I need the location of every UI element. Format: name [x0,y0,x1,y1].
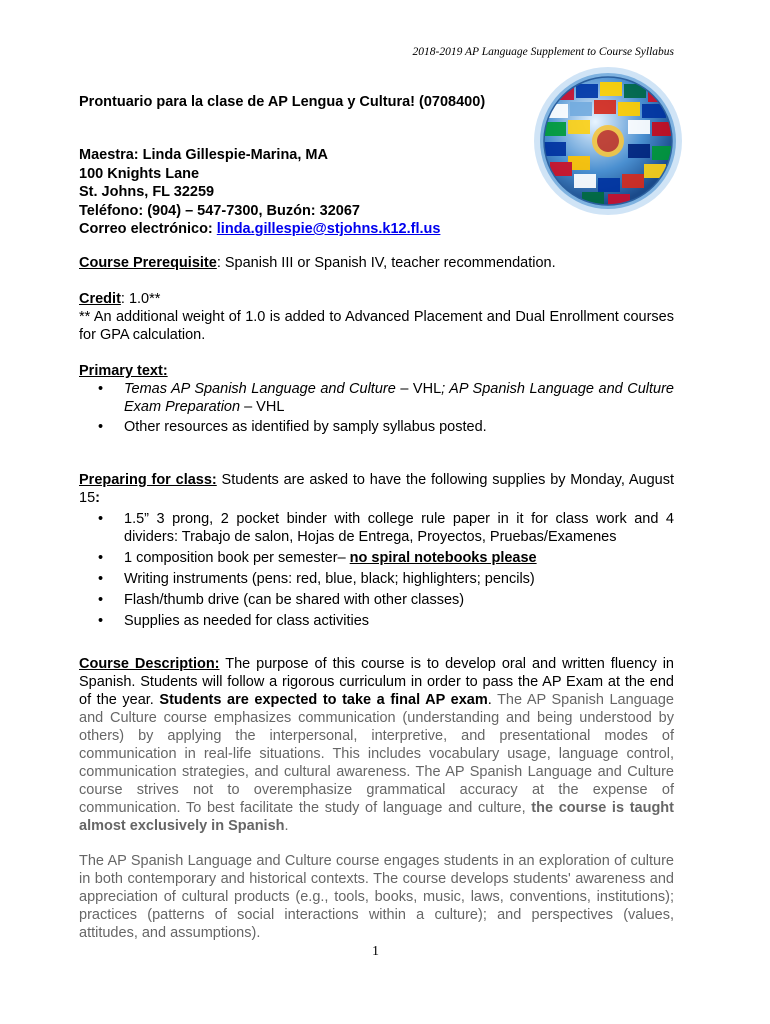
prerequisite [79,254,674,272]
list-item: • Other resources as identified by samply syllabus posted. [124,418,674,436]
list-item: • Supplies as needed for class activities [124,612,674,630]
contact-block [79,146,440,239]
course-description: Course Description: The purpose of this course is to develop oral and written fluency in Spanish. Students will follow a rigorous curriculum in order to pass the AP Exam at the end of the year. Students are expected to take a final AP exam. The AP Spanish Language and Culture course emphasizes communication (understanding and being understood by others) by applying the interpersonal, interpretive, and presentational modes of communication in real-life situations. This includes vocabulary usage, language control, communication strategies, and cultural awareness. The AP Spanish Language and Culture course strives not to overemphasize grammatical accuracy at the expense of communication. To best facilitate the study of language and culture, the course is taught almost exclusively in Spanish. [79,656,674,834]
list-item: • Temas AP Spanish Language and Culture – VHL; AP Spanish Language and Culture Exam Preparation – VHL [124,380,674,416]
primary-text-label: Primary text: [79,363,168,379]
email-row [79,220,440,239]
list-item: • 1 composition book per semester– no spiral notebooks please [124,549,674,567]
preparing-label: Preparing for class: [79,472,217,488]
description-label: Course Description: [79,656,220,672]
prerequisite-label: Course Prerequisite [79,255,217,271]
prerequisite-text: : Spanish III or Spanish IV, teacher recommendation. [216,255,556,271]
page-header: 2018-2019 AP Language Supplement to Course Syllabus [412,46,674,58]
credit-section [79,290,674,344]
primary-text-section [79,362,674,436]
list-item: • Flash/thumb drive (can be shared with other classes) [124,591,674,609]
list-item: • Writing instruments (pens: red, blue, black; highlighters; pencils) [124,570,674,588]
credit-label: Credit [79,291,121,307]
preparing-text: Students are asked to have the following supplies by Monday, August 15 [79,472,674,506]
address-line-2: St. Johns, FL 32259 [79,184,215,200]
credit-value: : 1.0** [120,291,161,307]
list-item: • 1.5” 3 prong, 2 pocket binder with college rule paper in it for class work and 4 dividers: Trabajo de salon, Hojas de Entrega, Proyectos, Pruebas/Examenes [124,510,674,546]
page-title: Prontuario para la clase de AP Lengua y Cultura! (0708400) [79,94,486,110]
email-link[interactable]: linda.gillespie@stjohns.k12.fl.us [216,221,441,237]
flag-globe-image [532,66,684,216]
preparing-section: Preparing for class: Students are asked to have the following supplies by Monday, August 15: • 1.5” 3 prong, 2 pocket binder with college rule paper in it for class work and 4 dividers: Trabajo de salon, Hojas de Entrega, Proyectos, Pruebas/Examenes • 1 composition book per semester– no spiral notebooks please • Writing instruments (pens: red, blue, black; highlighters; pencils) • Flash/thumb drive (can be shared with other classes) • Supplies as needed for class activities [79,471,674,630]
phone: Teléfono: (904) – 547-7300, Buzón: 32067 [79,202,360,219]
paragraph-2: The AP Spanish Language and Culture course engages students in an exploration of culture in both contemporary and historical contexts. The course develops students' awareness and appreciation of cultural products (e.g., tools, books, music, laws, conventions, institutions); practices (patterns of social interactions within a culture); and perspectives (values, attitudes, and assumptions). [79,853,674,941]
address-line-1: 100 Knights Lane [79,165,200,182]
email-label: Correo electrónico: [79,221,217,237]
teacher-name: Maestra: Linda Gillespie-Marina, MA [79,147,328,163]
credit-note: ** An additional weight of 1.0 is added to Advanced Placement and Dual Enrollment courses for GPA calculation. [79,309,674,343]
page-number: 1 [372,944,379,959]
